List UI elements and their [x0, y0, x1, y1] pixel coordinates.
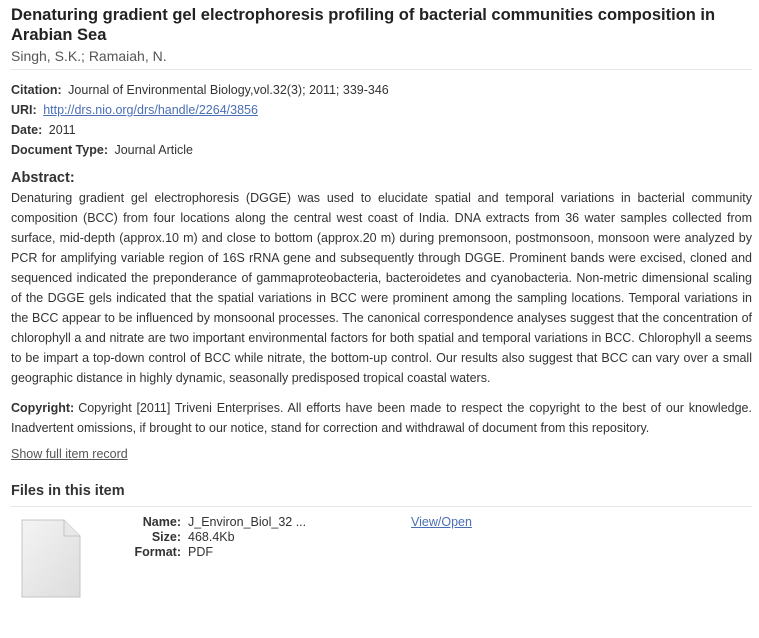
file-name-row — [111, 515, 306, 530]
date-label: Date: — [11, 123, 43, 137]
title-divider — [11, 69, 752, 70]
doctype-label: Document Type: — [11, 143, 108, 157]
show-full-record-link[interactable]: Show full item record — [11, 447, 128, 461]
citation-value: Journal of Environmental Biology,vol.32(3); 2011; 339-346 — [68, 83, 389, 97]
file-format-label: Format: — [134, 545, 181, 559]
doctype-value: Journal Article — [114, 143, 193, 157]
file-size-row — [111, 530, 306, 545]
copyright-label: Copyright: — [11, 401, 75, 415]
date-row — [11, 120, 752, 140]
file-item — [11, 515, 752, 605]
item-title: Denaturing gradient gel electrophoresis profiling of bacterial communities composition in Arabian Sea — [11, 6, 716, 44]
uri-label: URI: — [11, 103, 37, 117]
file-size-label: Size: — [151, 530, 181, 544]
file-name-label: Name: — [142, 515, 181, 529]
abstract-heading: Abstract: — [11, 170, 75, 186]
doctype-row — [11, 140, 752, 160]
file-size-value: 468.4Kb — [188, 530, 235, 544]
uri-link[interactable]: http://drs.nio.org/drs/handle/2264/3856 — [43, 103, 258, 117]
copyright-text: Copyright [2011] Triveni Enterprises. All efforts have been made to respect the copyright to the best of our knowledge. Inadvertent omissions, if brought to our notice, stand for correction and withdrawal of document from this repository. — [11, 401, 752, 435]
abstract-text: Denaturing gradient gel electrophoresis (DGGE) was used to elucidate spatial and temporal variations in bacterial community composition (BCC) from four locations along the central west coast of India. DNA extracts from 36 water samples collected from surface, mid-depth (approx.10 m) and close to bottom (approx.20 m) during premonsoon, postmonsoon, monsoon were analyzed by PCR for amplifying variable region of 16S rRNA gene and subsequently through DGGE. Prominent bands were excised, cloned and sequenced indicated the preponderance of gammaproteobacteria, bacteroidetes and cyanobacteria. Non-metric dimensional scaling of the DGGE gels indicated that the spatial variations in BCC were prominent among the sampling locations. Temporal variations in the BCC appear to be influenced by monsoonal processes. The canonical correspondence analyses suggest that the concentration of chlorophyll a and nitrate are two important environmental factors for both spatial and temporal variations in BCC. Chlorophyll a seems to be impart a top-down control of BCC while nitrate, the bottom-up control. Our results also suggest that BCC can vary over a small geographic distance in highly dynamic, seasonally predisposed tropical coastal waters. — [11, 191, 752, 385]
item-authors: Singh, S.K.; Ramaiah, N. — [11, 48, 167, 64]
copyright-block — [11, 398, 752, 438]
file-icon[interactable] — [20, 519, 82, 599]
file-metadata — [111, 515, 306, 560]
file-format-row — [111, 545, 306, 560]
citation-row — [11, 80, 752, 100]
file-format-value: PDF — [188, 545, 213, 559]
view-open-link[interactable]: View/Open — [411, 515, 472, 529]
files-heading: Files in this item — [11, 483, 125, 499]
file-name-value: J_Environ_Biol_32 ... — [188, 515, 307, 529]
uri-row — [11, 100, 752, 120]
citation-label: Citation: — [11, 83, 62, 97]
files-divider — [11, 506, 752, 507]
date-value: 2011 — [48, 123, 76, 137]
